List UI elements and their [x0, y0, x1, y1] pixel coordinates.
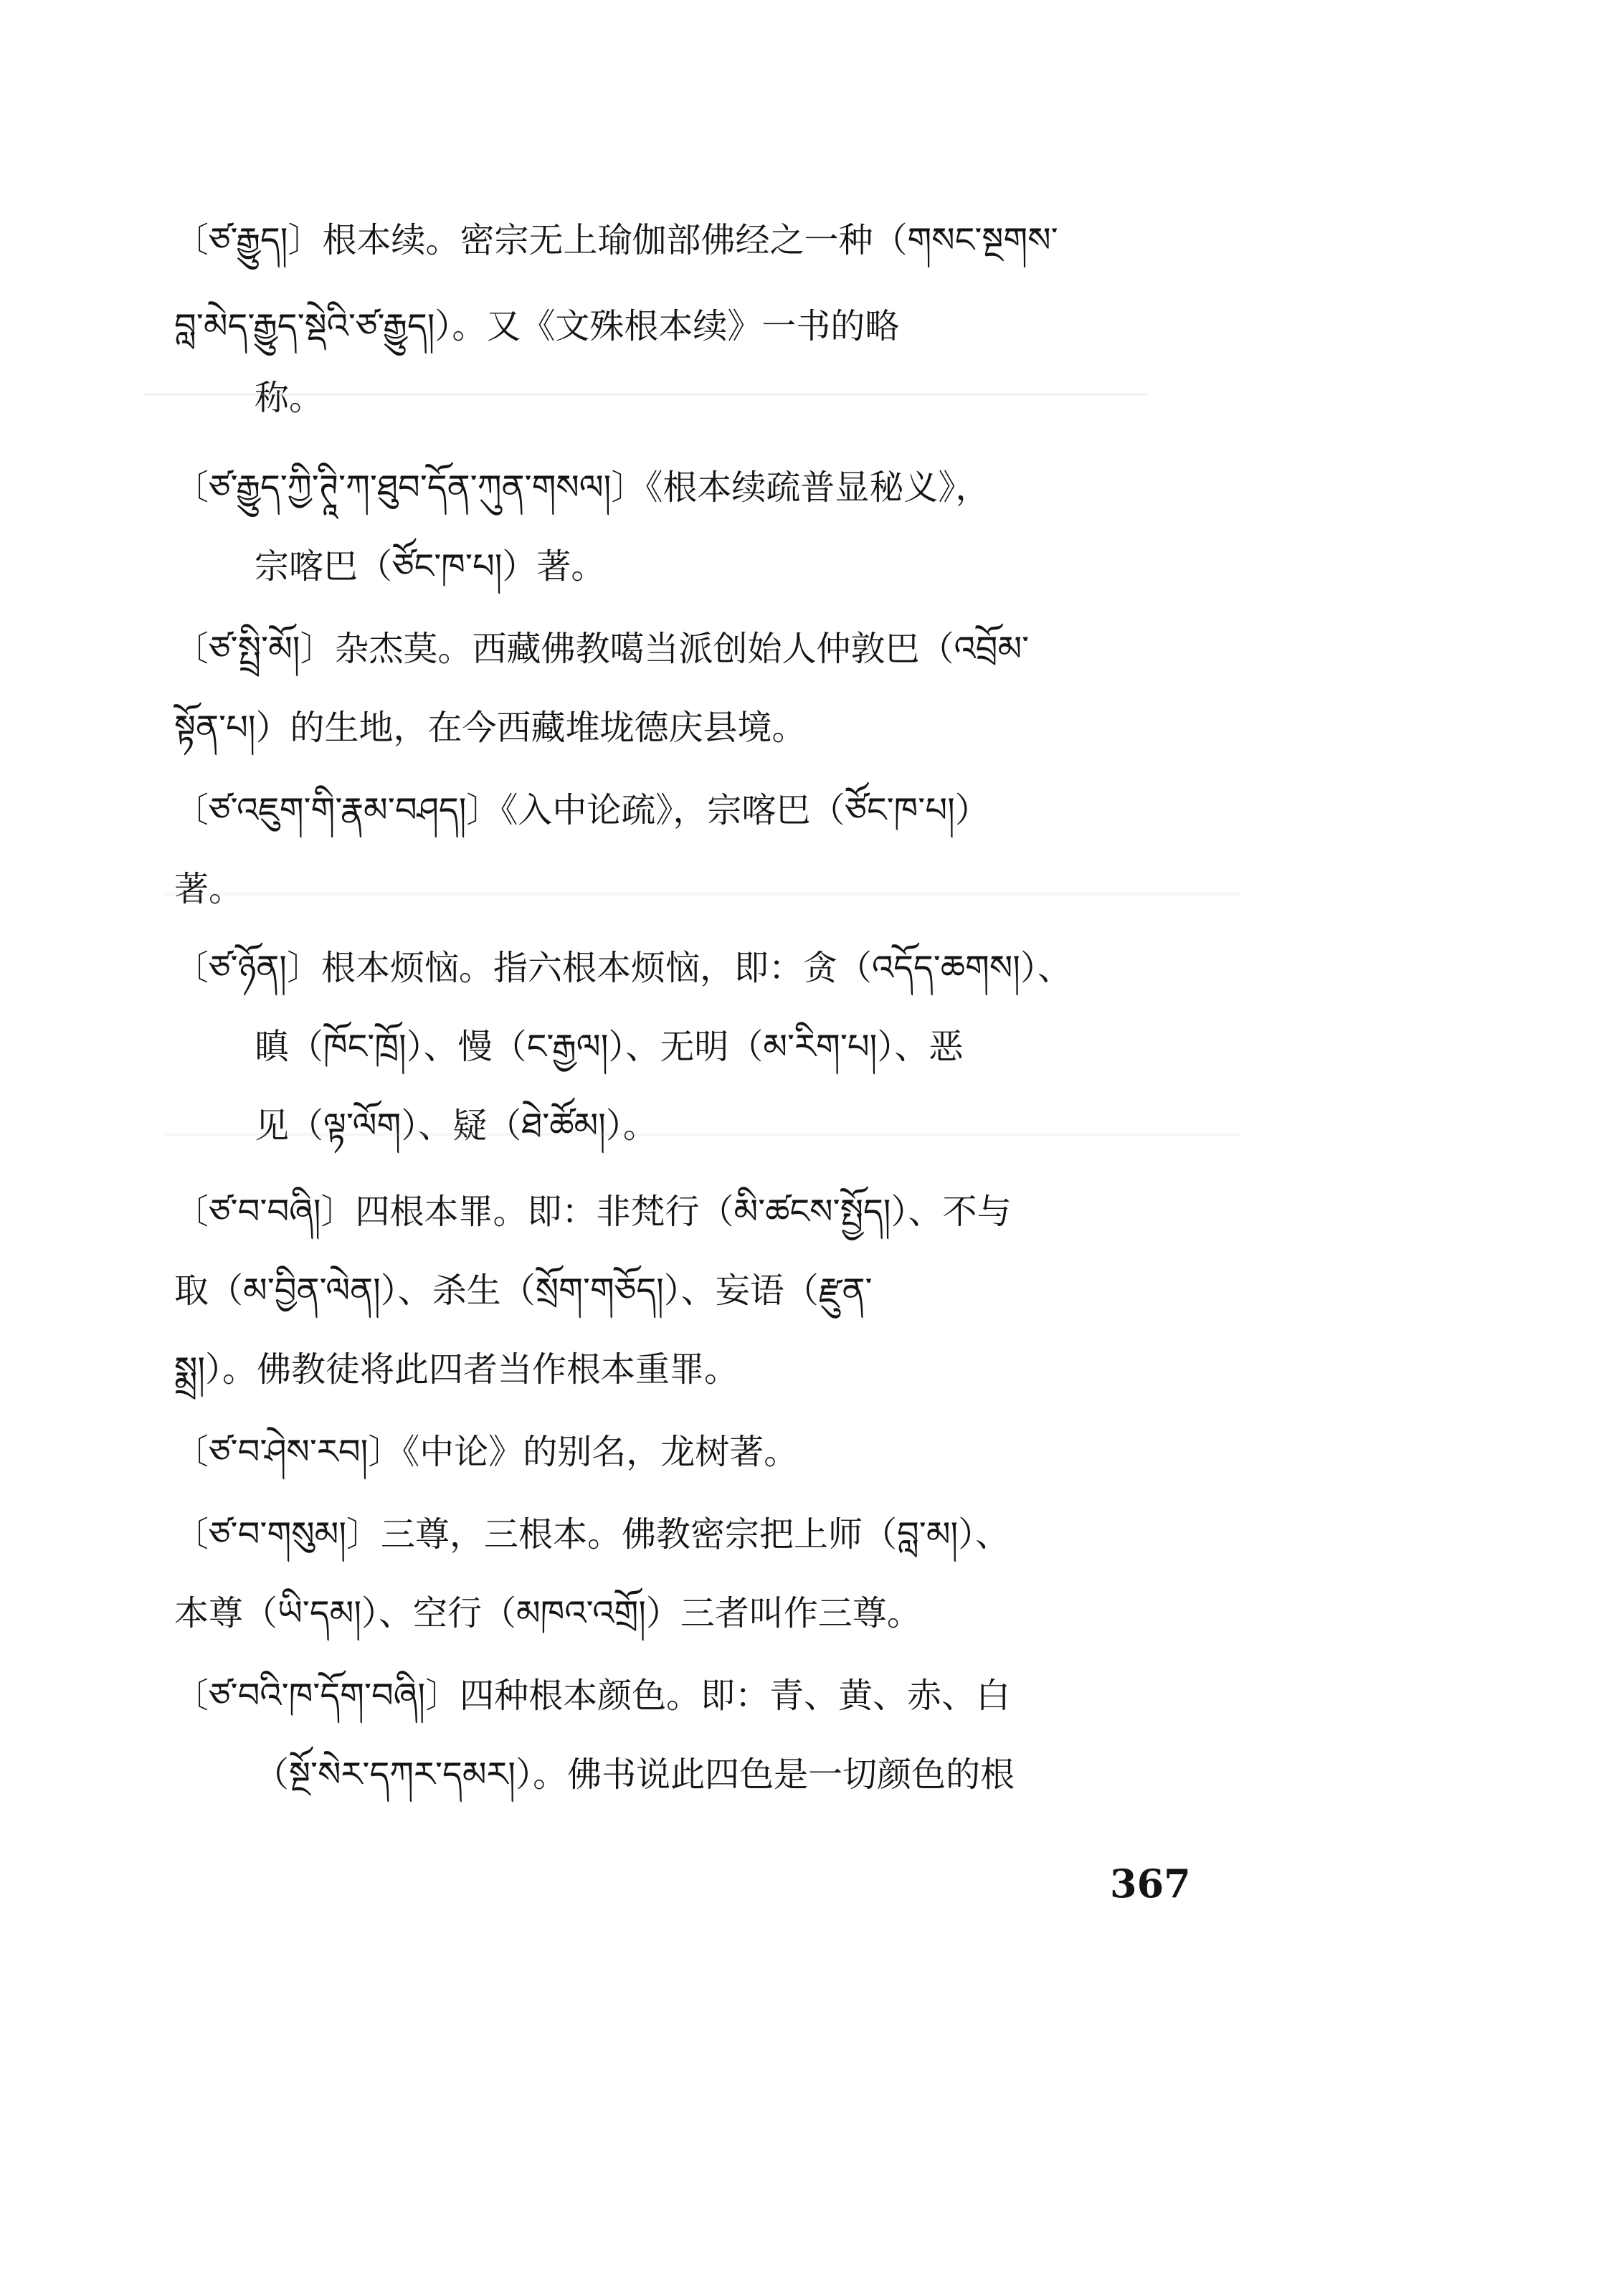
entry-madhyamaka-line-1: 〔ཙ་འཇུག་གི་རྣམ་བཤད།〕《入中论疏》，宗喀巴（ཙོང་ཁ་པ།）: [174, 790, 989, 830]
entry-rgyud-tika-line-2: 宗喀巴（ཙོང་ཁ་པ།）著。: [255, 546, 606, 587]
entry-klesha-line-3: 见（ལྟ་ལོག）、疑（ཐེ་ཚོམ།）。: [255, 1106, 657, 1146]
entry-three-roots-line-1: 〔ཙ་བ་གསུམ།〕三尊，三根本。佛教密宗把上师（བླ་མ།）、: [174, 1514, 1010, 1554]
page-number: 367: [1110, 1861, 1191, 1907]
entry-klesha-line-2: 瞋（ཁོང་ཁྲོ།）、慢（ང་རྒྱལ།）、无明（མ་རིག་པ།）、恶: [255, 1027, 964, 1067]
show-through-noise: [143, 393, 1147, 396]
show-through-noise: [165, 1133, 1240, 1136]
entry-tsa-spri-mo-line-1: 〔ཙ་སྤྲི་མོ།〕杂杰莫。西藏佛教噶当派创始人仲敦巴（འབྲོམ་: [174, 629, 1030, 669]
entry-four-sins-line-1: 〔ཙ་བ་བཞི།〕四根本罪。即：非梵行（མི་ཚངས་སྤྱོད།）、不与: [174, 1192, 1012, 1232]
entry-klesha-line-1: 〔ཙ་ཉོན།〕根本烦恼。指六根本烦恼，即：贪（འདོད་ཆགས།）、: [174, 948, 1072, 988]
entry-four-sins-line-3: སྨྲ།）。佛教徒将此四者当作根本重罪。: [174, 1349, 739, 1390]
entry-rgyud-line-3: 称。: [255, 378, 324, 418]
entry-four-sins-line-2: 取（མ་བྱིན་ལེན།）、杀生（སྲོག་གཅོད།）、妄语（རྫུན་: [174, 1271, 873, 1311]
show-through-noise: [165, 893, 1240, 896]
entry-rgyud-line-2: བླ་མེད་རྒྱུད་སྡེའི་ཙ་རྒྱུད།）。又《文殊根本续》一书的略: [174, 306, 900, 346]
entry-mulamadhyamaka-line-1: 〔ཙ་བ་ཤེས་རབ།〕《中论》的别名，龙树著。: [174, 1432, 799, 1472]
entry-four-colors-line-1: 〔ཙ་བའི་ཁ་དོག་བཞི།〕四种根本颜色。即：青、黄、赤、白: [174, 1676, 1011, 1716]
entry-three-roots-line-2: 本尊（ཡི་དམ།）、空行（མཁའ་འགྲོ།）三者叫作三尊。: [174, 1593, 921, 1633]
entry-tsa-spri-mo-line-2: སྟོན་པ།）的生地，在今西藏堆垅德庆县境。: [174, 708, 807, 748]
entry-four-colors-line-2: （སྔོ་སེར་དཀར་དམར།）。佛书说此四色是一切颜色的根: [255, 1755, 1015, 1795]
entry-rgyud-tika-line-1: 〔ཙ་རྒྱུད་ཀྱི་ཊཱི་ཀ་ཐུབ་དོན་ཀུན་གསལ།〕《根本续疏普显秘义》，: [174, 467, 990, 508]
entry-madhyamaka-line-2: 著。: [174, 869, 244, 909]
entry-rgyud-line-1: 〔ཙ་རྒྱུད།〕根本续。密宗无上瑜伽部佛经之一种（གསང་སྔགས་: [174, 220, 1058, 260]
